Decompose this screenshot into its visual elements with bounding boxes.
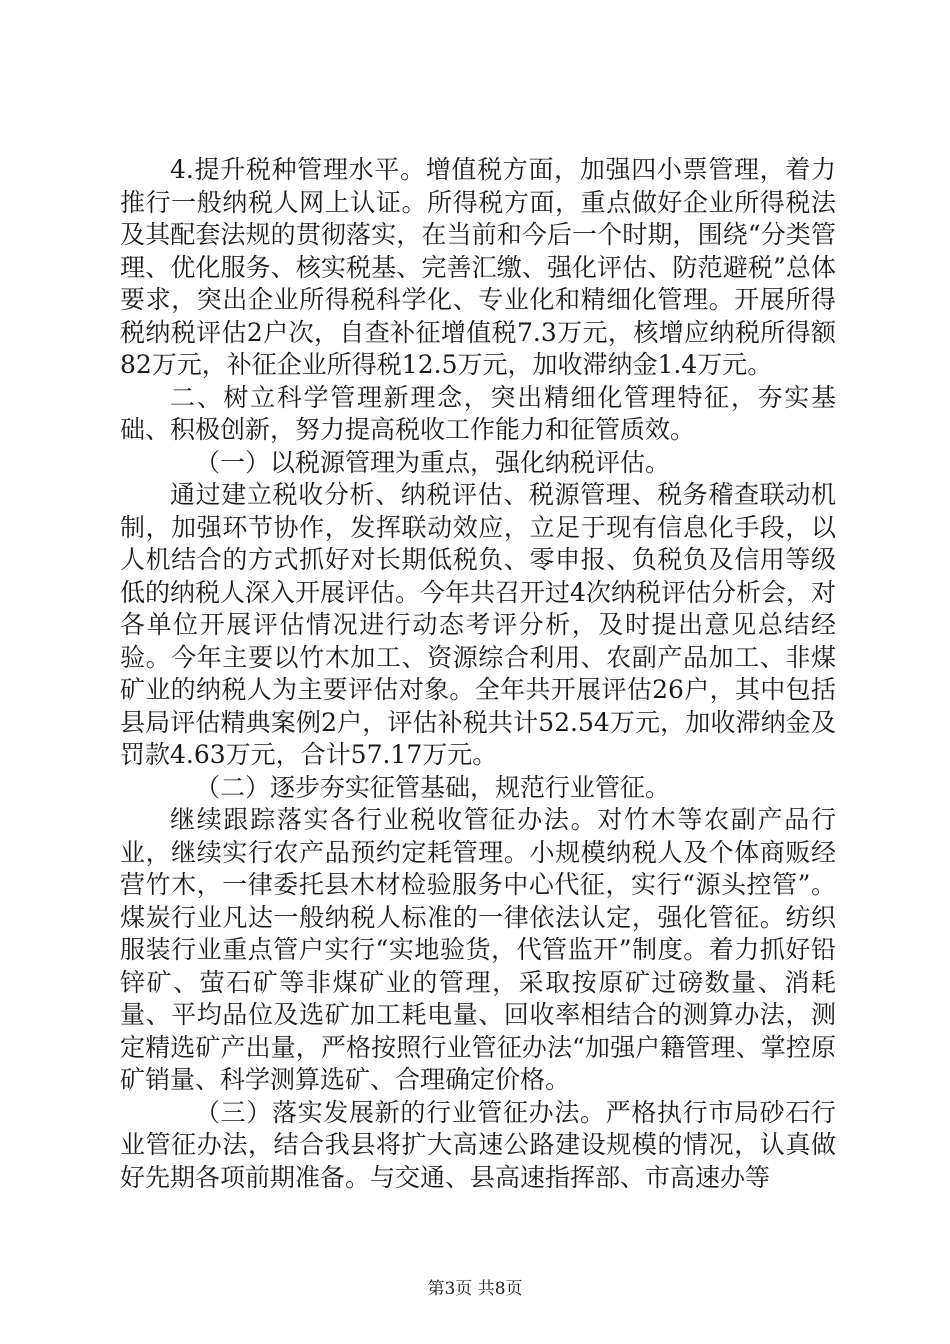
document-body	[120, 154, 836, 1194]
page-number-footer: 第3页 共8页	[427, 1279, 523, 1299]
paragraph-industry-collection: 继续跟踪落实各行业税收管征办法。对竹木等农副产品行业，继续实行农产品预约定耗管理。小规模纳税人及个体商贩经营竹木，一律委托县木材检验服务中心代征，实行“源头控管”。煤炭行业凡达一般纳税人标准的一律依法认定，强化管征。纺织服装行业重点管户实行“实地验货，代管监开”制度。着力抓好铅锌矿、萤石矿等非煤矿业的管理，采取按原矿过磅数量、消耗量、平均品位及选矿加工耗电量、回收率相结合的测算办法，测定精选矿产出量，严格按照行业管征办法“加强户籍管理、掌控原矿销量、科学测算选矿、合理确定价格。	[120, 805, 836, 1094]
subheading-collection-foundation: （二）逐步夯实征管基础，规范行业管征。	[195, 772, 671, 802]
paragraph-section-two-heading: 二、树立科学管理新理念，突出精细化管理特征，夯实基础、积极创新，努力提高税收工作能力和征管质效。	[120, 382, 836, 444]
paragraph-new-industry-methods: （三）落实发展新的行业管征办法。严格执行市局砂石行业管征办法，结合我县将扩大高速公路建设规模的情况，认真做好先期各项前期准备。与交通、县高速指挥部、市高速办等	[120, 1097, 836, 1192]
subheading-tax-source-management: （一）以税源管理为重点，强化纳税评估。	[195, 447, 671, 477]
paragraph-tax-assessment: 通过建立税收分析、纳税评估、税源管理、税务稽查联动机制，加强环节协作，发挥联动效应，立足于现有信息化手段，以人机结合的方式抓好对长期低税负、零申报、负税负及信用等级低的纳税人深入开展评估。今年共召开过4次纳税评估分析会，对各单位开展评估情况进行动态考评分析，及时提出意见总结经验。今年主要以竹木加工、资源综合利用、农副产品加工、非煤矿业的纳税人为主要评估对象。全年共开展评估26户，其中包括县局评估精典案例2户，评估补税共计52.54万元，加收滞纳金及罚款4.63万元，合计57.17万元。	[120, 480, 836, 769]
paragraph-tax-category-management: 4.提升税种管理水平。增值税方面，加强四小票管理，着力推行一般纳税人网上认证。所得税方面，重点做好企业所得税法及其配套法规的贯彻落实，在当前和今后一个时期，围绕“分类管理、优化服务、核实税基、完善汇缴、强化评估、防范避税”总体要求，突出企业所得税科学化、专业化和精细化管理。开展所得税纳税评估2户次，自查补征增值税7.3万元，核增应纳税所得额82万元，补征企业所得税12.5万元，加收滞纳金1.4万元。	[120, 155, 836, 379]
